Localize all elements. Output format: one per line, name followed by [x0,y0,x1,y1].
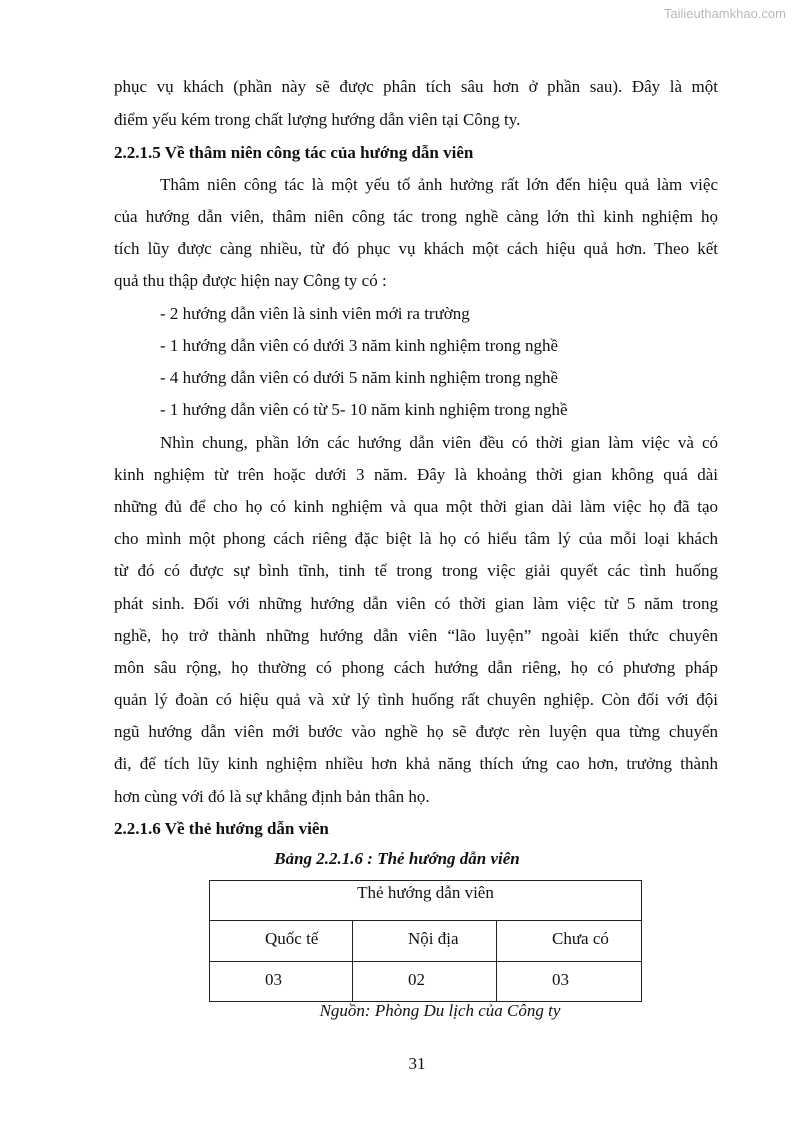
table-source: Nguồn: Phòng Du lịch của Công ty [319,1001,561,1020]
list-item: - 2 hướng dẫn viên là sinh viên mới ra trường [160,304,470,323]
paragraph-line: những đủ để cho họ có kinh nghiệm và qua một thời gian dài làm việc họ đã tạo [114,497,718,516]
guide-card-table [209,880,642,1002]
paragraph-line: quản lý đoàn có hiệu quả và xử lý tình huống rất chuyên nghiệp. Còn đối với đội [114,690,718,709]
page-number: 31 [408,1054,426,1073]
value-none: 03 [552,970,569,989]
section-heading: 2.2.1.6 Về thẻ hướng dẫn viên [114,819,329,838]
paragraph-line: từ đó có được sự bình tĩnh, tinh tế trong trong việc giải quyết các tình huống [114,561,718,580]
table-value-cell [497,962,642,1002]
table-value-cell [353,962,497,1002]
paragraph-line: của hướng dẫn viên, thâm niên công tác trong nghề càng lớn thì kinh nghiệm họ [114,207,718,226]
value-international: 03 [265,970,282,989]
table-title-cell [210,881,642,921]
paragraph-line: điểm yếu kém trong chất lượng hướng dẫn viên tại Công ty. [114,110,521,129]
paragraph-line: kinh nghiệm từ trên hoặc dưới 3 năm. Đây là khoảng thời gian không quá dài [114,465,718,484]
paragraph-line: quả thu thập được hiện nay Công ty có : [114,271,387,290]
header-none: Chưa có [552,929,609,948]
paragraph-line: ngũ hướng dẫn viên mới bước vào nghề họ sẽ được rèn luyện qua từng chuyến [114,722,718,741]
paragraph-line: đi, để tích lũy kinh nghiệm nhiều hơn khả năng thích ứng cao hơn, trưởng thành [114,754,718,773]
paragraph-line: nghề, họ trở thành những hướng dẫn viên “lão luyện” ngoài kiến thức chuyên [114,626,718,645]
table-caption: Bảng 2.2.1.6 : Thẻ hướng dẫn viên [274,849,520,868]
paragraph-line: môn sâu rộng, họ thường có phong cách hướng dẫn riêng, họ có phương pháp [114,658,718,677]
paragraph-line: hơn cùng với đó là sự khẳng định bản thân họ. [114,787,430,806]
list-item: - 1 hướng dẫn viên có từ 5- 10 năm kinh nghiệm trong nghề [160,400,568,419]
paragraph-line: phát sinh. Đối với những hướng dẫn viên có thời gian làm việc từ 5 năm trong [114,594,718,613]
paragraph-line: cho mình một phong cách riêng đặc biệt là họ có hiểu tâm lý của mỗi loại khách [114,529,718,548]
table-header-cell [210,921,353,962]
value-domestic: 02 [408,970,425,989]
watermark-text: Tailieuthamkhao.com [663,6,786,21]
table-header-cell [353,921,497,962]
list-item: - 4 hướng dẫn viên có dưới 5 năm kinh nghiệm trong nghề [160,368,559,387]
table-value-cell [210,962,353,1002]
table-title: Thẻ hướng dẫn viên [357,883,494,902]
paragraph-line: phục vụ khách (phần này sẽ được phân tích sâu hơn ở phần sau). Đây là một [114,77,718,96]
header-international: Quốc tế [265,929,319,948]
list-item: - 1 hướng dẫn viên có dưới 3 năm kinh nghiệm trong nghề [160,336,559,355]
section-heading: 2.2.1.5 Về thâm niên công tác của hướng dẫn viên [114,143,474,162]
paragraph-line: Nhìn chung, phần lớn các hướng dẫn viên đều có thời gian làm việc và có [160,433,718,452]
table-header-cell [497,921,642,962]
header-domestic: Nội địa [408,929,459,948]
paragraph-line: tích lũy được càng nhiều, từ đó phục vụ khách một cách hiệu quả hơn. Theo kết [114,239,718,258]
paragraph-line: Thâm niên công tác là một yếu tố ảnh hưởng rất lớn đến hiệu quả làm việc [160,175,718,194]
